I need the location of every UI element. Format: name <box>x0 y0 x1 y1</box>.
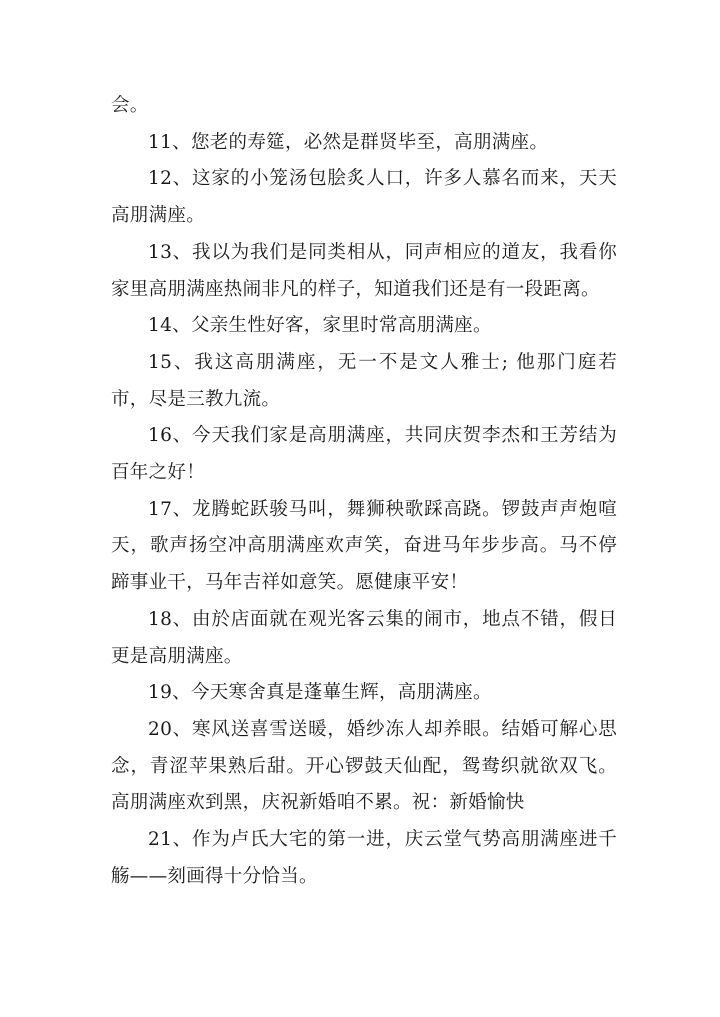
document-body <box>111 88 617 895</box>
sentence-item-20: 20、寒风送喜雪送暖，婚纱冻人却养眼。结婚可解心思念，青涩苹果熟后甜。开心锣鼓天仙配，鸳鸯织就欲双飞。高朋满座欢到黑，庆祝新婚咱不累。祝：新婚愉快 <box>111 718 617 814</box>
sentence-item-21: 21、作为卢氏大宅的第一进，庆云堂气势高朋满座进千觞——刻画得十分恰当。 <box>111 829 617 887</box>
sentence-item-16: 16、今天我们家是高朋满座，共同庆贺李杰和王芳结为百年之好！ <box>111 425 617 484</box>
sentence-item-13: 13、我以为我们是同类相从，同声相应的道友，我看你家里高朋满座热闹非凡的样子，知道我们还是有一段距离。 <box>111 241 617 300</box>
sentence-item-11: 11、您老的寿筵，必然是群贤毕至，高朋满座。 <box>148 131 549 153</box>
sentence-item-14: 14、父亲生性好客，家里时常高朋满座。 <box>148 315 492 337</box>
continuation-text: 会。 <box>111 95 149 116</box>
sentence-item-18: 18、由於店面就在观光客云集的闹市，地点不错，假日更是高朋满座。 <box>111 608 617 667</box>
sentence-item-19: 19、今天寒舍真是蓬蓽生辉，高朋满座。 <box>148 682 492 704</box>
sentence-item-15: 15、我这高朋满座，无一不是文人雅士; 他那门庭若市，尽是三教九流。 <box>111 351 617 410</box>
sentence-item-12: 12、这家的小笼汤包脍炙人口，许多人慕名而来，天天高朋满座。 <box>111 168 617 227</box>
sentence-item-17: 17、龙腾蛇跃骏马叫，舞狮秧歌踩高跷。锣鼓声声炮喧天，歌声扬空冲高朋满座欢声笑，奋进马年步步高。马不停蹄事业干，马年吉祥如意笑。愿健康平安！ <box>111 498 617 594</box>
